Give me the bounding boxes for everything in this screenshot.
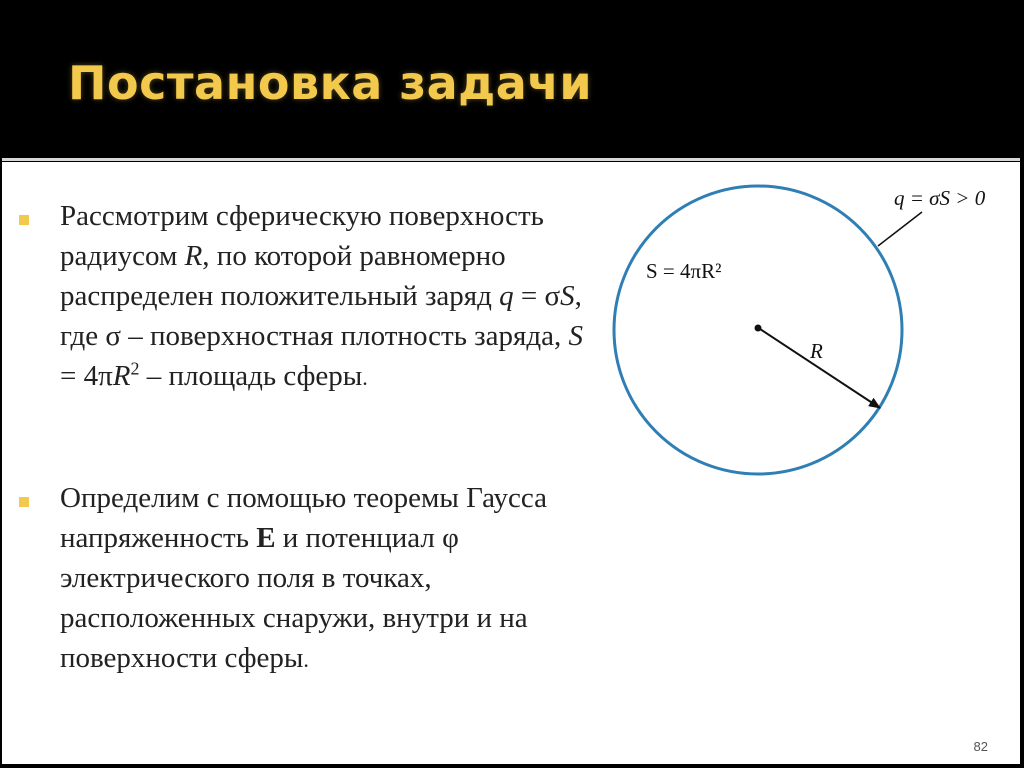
- period: .: [303, 647, 309, 672]
- text: = 4π: [60, 360, 113, 392]
- exponent: 2: [130, 358, 140, 379]
- text: – площадь сферы: [139, 360, 363, 392]
- sphere-figure: [600, 170, 1020, 490]
- slide-title: Постановка задачи: [68, 56, 593, 110]
- bullet-paragraph-1: [60, 196, 600, 398]
- charge-label: q = σS > 0: [894, 186, 986, 210]
- var-S: S: [560, 280, 575, 312]
- var-E: E: [256, 522, 276, 554]
- bullet-paragraph-2: [60, 478, 600, 680]
- title-divider: [2, 158, 1020, 161]
- sphere-diagram: [600, 170, 1020, 490]
- text: , где σ – поверхностная плотность заряда,: [60, 280, 582, 352]
- var-S: S: [568, 320, 583, 352]
- text: , по которой равномерно распределен положительный заряд: [60, 240, 506, 312]
- period: .: [362, 365, 368, 390]
- page-number: 82: [973, 739, 988, 754]
- text: Определим с помощью теоремы Гаусса напряженность: [60, 482, 547, 554]
- title-bar: [0, 0, 1024, 160]
- text: Рассмотрим сферическую поверхность радиусом: [60, 200, 544, 272]
- radius-label: R: [810, 339, 823, 363]
- text: и потенциал φ электрического поля в точках, расположенных снаружи, внутри и на поверхности сферы: [60, 522, 528, 674]
- var-R: R: [184, 240, 203, 272]
- charge-pointer: [878, 212, 922, 246]
- var-q: q: [499, 280, 514, 312]
- text: = σ: [513, 280, 561, 312]
- area-label: S = 4πR²: [646, 259, 722, 283]
- var-R: R: [112, 360, 131, 392]
- bullet-icon: [18, 496, 30, 508]
- bullet-icon: [18, 214, 30, 226]
